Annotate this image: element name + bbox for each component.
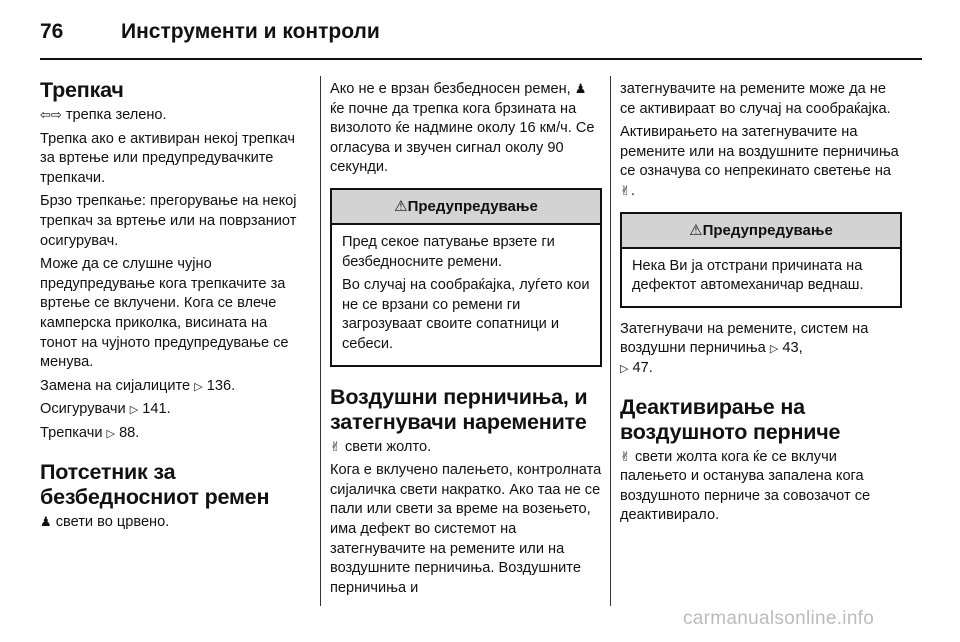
- seat-belt-icon: ♟: [574, 81, 587, 96]
- warning-header: ⚠Предупредување: [622, 214, 900, 249]
- warning-body: [622, 249, 900, 306]
- paragraph: ✌ свети жолто.: [330, 438, 432, 455]
- warning-icon: ⚠: [394, 197, 408, 215]
- column-divider-1: [320, 76, 321, 606]
- reference-fuses[interactable]: Осигурувачи ▷ 141.: [40, 401, 171, 418]
- section-heading-airbag-deactivation: Деактивирање на воздушното перниче: [620, 394, 841, 444]
- reference-arrow-icon: ▷: [129, 404, 139, 417]
- paragraph: ⇦⇨ трепка зелено.: [40, 107, 167, 123]
- seat-belt-icon: ♟: [40, 513, 52, 529]
- airbag-off-icon: ✌: [620, 448, 631, 464]
- warning-icon: ⚠: [689, 221, 703, 239]
- column-1: [40, 80, 308, 536]
- warning-text: Во случај на сообраќајка, луѓето кои не се врзани со ремени ги загрозуваат своите сопатници и себеси.: [342, 277, 590, 352]
- warning-text: Нека Ви ја отстрани причината на дефектот автомеханичар веднаш.: [632, 257, 864, 294]
- page-title: Инструменти и контроли: [121, 20, 380, 43]
- reference-arrow-icon: ▷: [106, 427, 116, 440]
- airbag-icon: ✌: [330, 438, 341, 454]
- airbag-icon: ✌: [620, 182, 631, 198]
- paragraph: Трепка ако е активиран некој трепкач за вртење или предупредувачките трепкачи.: [40, 130, 295, 186]
- warning-text: Пред секое патување врзете ги безбедносните ремени.: [342, 233, 555, 270]
- paragraph: Ако не е врзан безбедносен ремен, ♟ ќе почне да трепка кога брзината на визолото ќе надмине околу 16 км/ч. Се огласува и звучен сигнал околу 90 секунди.: [330, 81, 595, 176]
- reference-arrow-icon: ▷: [620, 362, 629, 375]
- reference-airbag-system[interactable]: Затегнувачи на ремените, систем на воздушни перничиња ▷ 43, ▷ 47.: [620, 320, 869, 376]
- reference-arrow-icon: ▷: [769, 343, 779, 356]
- reference-bulbs[interactable]: Замена на сијалиците ▷ 136.: [40, 377, 236, 394]
- reference-turn-signals[interactable]: Трепкачи ▷ 88.: [40, 424, 140, 441]
- section-heading-airbags: Воздушни перничиња, и затегнувачи наремените: [330, 384, 588, 434]
- watermark: carmanualsonline.info: [683, 608, 875, 629]
- reference-arrow-icon: ▷: [194, 380, 203, 393]
- warning-box: [330, 188, 602, 367]
- page-number: 76: [40, 20, 64, 43]
- paragraph: Брзо трепкање: прегорување на некој трепкач за вртење или на поврзаниот осигурувач.: [40, 193, 297, 249]
- paragraph: ✌ свети жолта кога ќе се вклучи палењето и останува запалена кога воздушното перниче за совозачот се деактивирало.: [620, 448, 871, 524]
- warning-box: [620, 212, 902, 308]
- paragraph: Може да се слушне чујно предупредување кога трепкачите за вртење се вклучени. Кога се влече камперска приколка, висината на тонот на чујното предупредување се менува.: [40, 256, 289, 371]
- paragraph: затегнувачите на ремените може да не се активираат во случај на сообраќајка.: [620, 81, 891, 117]
- column-3: [620, 80, 902, 530]
- paragraph: ♟ свети во црвено.: [40, 513, 170, 530]
- column-2: [330, 80, 602, 602]
- paragraph: Активирањето на затегнувачите на ремените или на воздушните перничиња се означува со непрекинато светење на ✌.: [620, 124, 899, 199]
- paragraph: Кога е вклучено палењето, контролната сијаличка свети накратко. Ако таа не се пали или свети за време на возењето, има дефект во системот на затегнувачите на ремените или на воздушните перничиња. Воздушните перничиња и: [330, 462, 602, 596]
- section-heading-seat-belt-reminder: Потсетник за безбедносниот ремен: [40, 459, 270, 509]
- section-heading-turn-signal: Трепкач: [40, 78, 124, 102]
- turn-signal-icon: ⇦⇨: [40, 107, 62, 122]
- column-divider-2: [610, 76, 611, 606]
- warning-body: [332, 225, 600, 365]
- header-rule: [40, 58, 922, 60]
- warning-header: ⚠Предупредување: [332, 190, 600, 225]
